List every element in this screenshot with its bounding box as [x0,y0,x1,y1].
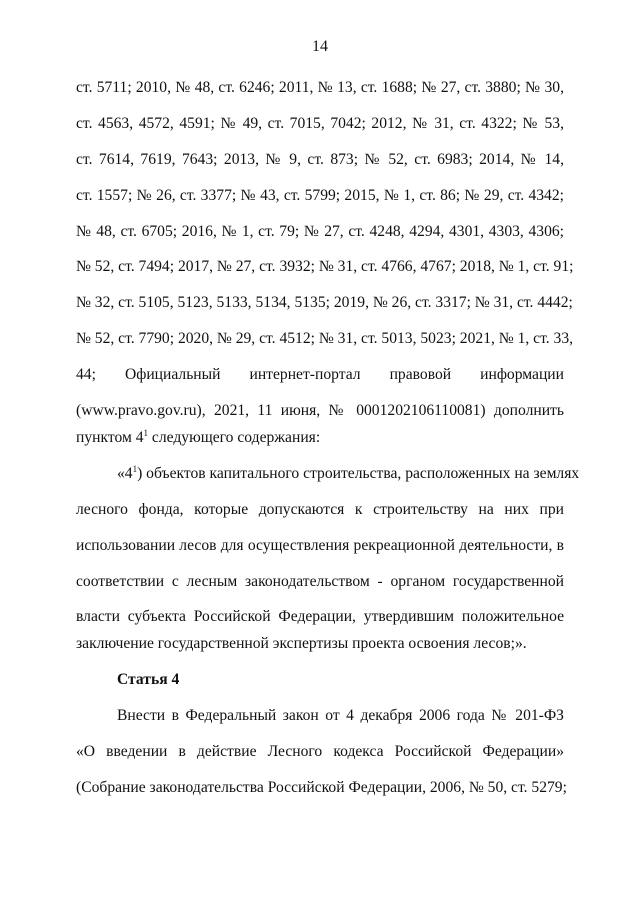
text-line: № 52, ст. 7790; 2020, № 29, ст. 4512; № 31, ст. 5013, 5023; 2021, № 1, ст. 33, [76,330,574,347]
text-line: ст. 5711; 2010, № 48, ст. 6246; 2011, № 13, ст. 1688; № 27, ст. 3880; № 30, [76,79,564,96]
text-line: (Собрание законодательства Российской Федерации, 2006, № 50, ст. 5279; [76,779,567,796]
text-line: № 48, ст. 6705; 2016, № 1, ст. 79; № 27, ст. 4248, 4294, 4301, 4303, 4306; [76,223,564,240]
text-line: «О введении в действие Лесного кодекса Российской Федерации» [76,743,564,760]
text-line: (www.pravo.gov.ru), 2021, 11 июня, № 0001202106110081) дополнить [76,402,564,419]
article-heading: Статья 4 [117,671,180,688]
text-line: ст. 1557; № 26, ст. 3377; № 43, ст. 5799; 2015, № 1, ст. 86; № 29, ст. 4342; [76,187,564,204]
text-line: ст. 7614, 7619, 7643; 2013, № 9, ст. 873; № 52, ст. 6983; 2014, № 14, [76,151,564,168]
text-line: заключение государственной экспертизы проекта освоения лесов;». [76,635,527,652]
page-number: 14 [312,38,328,55]
text-line: Внести в Федеральный закон от 4 декабря 2006 года № 201-ФЗ [117,707,564,724]
text-line [76,428,564,448]
text-line: соответствии с лесным законодательством - органом государственной [76,573,564,590]
text-line: № 32, ст. 5105, 5123, 5133, 5134, 5135; 2019, № 26, ст. 3317; № 31, ст. 4442; [76,294,573,311]
superscript: 1 [132,464,138,474]
text-line: использовании лесов для осуществления рекреационной деятельности, в [76,537,564,554]
text-fragment: следующего содержания: [148,429,321,446]
text-line [117,464,580,484]
text-line: власти субъекта Российской Федерации, утвердившим положительное [76,608,564,625]
text-line: № 52, ст. 7494; 2017, № 27, ст. 3932; № 31, ст. 4766, 4767; 2018, № 1, ст. 91; [76,258,574,275]
text-line: ст. 4563, 4572, 4591; № 49, ст. 7015, 7042; 2012, № 31, ст. 4322; № 53, [76,115,564,132]
text-line: лесного фонда, которые допускаются к строительству на них при [76,501,564,518]
superscript: 1 [143,428,149,438]
text-fragment: «4 [117,465,133,482]
text-fragment: пунктом 4 [76,429,144,446]
text-line: 44; Официальный интернет-портал правовой информации [76,366,564,383]
text-fragment: ) объектов капитального строительства, расположенных на землях [137,465,580,482]
